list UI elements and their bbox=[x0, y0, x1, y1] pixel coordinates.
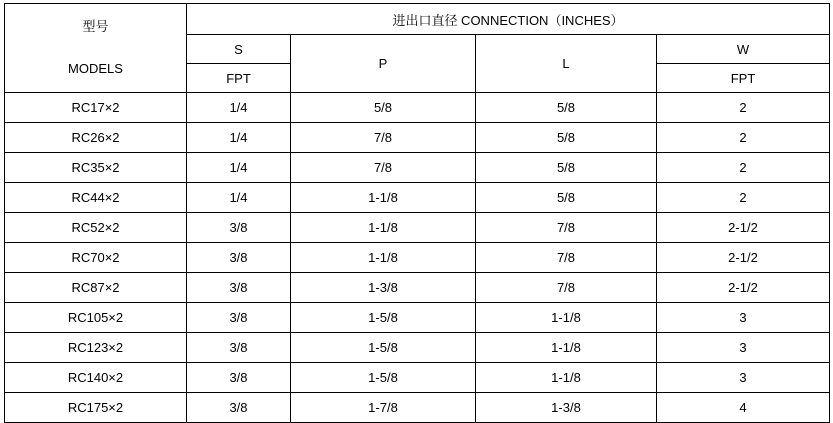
cell-model: RC105×2 bbox=[5, 303, 187, 333]
table-row bbox=[5, 213, 830, 243]
cell-w: 2-1/2 bbox=[657, 213, 830, 243]
cell-s: 3/8 bbox=[187, 243, 291, 273]
cell-l: 1-1/8 bbox=[476, 333, 657, 363]
cell-w: 2 bbox=[657, 153, 830, 183]
cell-model: RC70×2 bbox=[5, 243, 187, 273]
cell-model: RC44×2 bbox=[5, 183, 187, 213]
cell-p: 1-1/8 bbox=[291, 183, 476, 213]
cell-l: 1-1/8 bbox=[476, 303, 657, 333]
connection-spec-table bbox=[4, 3, 830, 423]
cell-l: 5/8 bbox=[476, 153, 657, 183]
cell-s: 1/4 bbox=[187, 123, 291, 153]
header-connection-group: 进出口直径 CONNECTION（INCHES） bbox=[187, 4, 830, 35]
cell-w: 3 bbox=[657, 363, 830, 393]
header-col-l: L bbox=[476, 35, 657, 93]
cell-w: 2-1/2 bbox=[657, 243, 830, 273]
cell-w: 3 bbox=[657, 333, 830, 363]
cell-w: 2-1/2 bbox=[657, 273, 830, 303]
cell-model: RC35×2 bbox=[5, 153, 187, 183]
table-header-group-row bbox=[5, 4, 830, 35]
cell-p: 1-5/8 bbox=[291, 303, 476, 333]
cell-l: 1-3/8 bbox=[476, 393, 657, 423]
cell-p: 1-7/8 bbox=[291, 393, 476, 423]
cell-s: 3/8 bbox=[187, 393, 291, 423]
table-row bbox=[5, 243, 830, 273]
cell-s: 1/4 bbox=[187, 93, 291, 123]
cell-l: 5/8 bbox=[476, 183, 657, 213]
spec-sheet bbox=[0, 3, 833, 422]
header-col-p: P bbox=[291, 35, 476, 93]
cell-model: RC123×2 bbox=[5, 333, 187, 363]
cell-s: 3/8 bbox=[187, 213, 291, 243]
cell-p: 1-1/8 bbox=[291, 243, 476, 273]
cell-s: 1/4 bbox=[187, 183, 291, 213]
cell-s: 3/8 bbox=[187, 273, 291, 303]
header-col-s: S bbox=[187, 35, 291, 64]
cell-p: 5/8 bbox=[291, 93, 476, 123]
cell-l: 7/8 bbox=[476, 213, 657, 243]
cell-l: 7/8 bbox=[476, 243, 657, 273]
cell-l: 1-1/8 bbox=[476, 363, 657, 393]
header-col-w-unit: FPT bbox=[657, 64, 830, 93]
cell-p: 1-3/8 bbox=[291, 273, 476, 303]
table-row bbox=[5, 123, 830, 153]
cell-s: 3/8 bbox=[187, 333, 291, 363]
table-row bbox=[5, 153, 830, 183]
cell-model: RC87×2 bbox=[5, 273, 187, 303]
table-row bbox=[5, 303, 830, 333]
cell-l: 5/8 bbox=[476, 93, 657, 123]
table-row bbox=[5, 273, 830, 303]
cell-w: 2 bbox=[657, 93, 830, 123]
cell-w: 4 bbox=[657, 393, 830, 423]
cell-p: 1-1/8 bbox=[291, 213, 476, 243]
cell-s: 3/8 bbox=[187, 363, 291, 393]
cell-model: RC175×2 bbox=[5, 393, 187, 423]
header-model-cell bbox=[5, 4, 187, 93]
cell-w: 2 bbox=[657, 183, 830, 213]
table-row bbox=[5, 333, 830, 363]
cell-model: RC17×2 bbox=[5, 93, 187, 123]
table-row bbox=[5, 363, 830, 393]
header-col-w: W bbox=[657, 35, 830, 64]
cell-s: 1/4 bbox=[187, 153, 291, 183]
cell-p: 1-5/8 bbox=[291, 363, 476, 393]
cell-model: RC140×2 bbox=[5, 363, 187, 393]
cell-s: 3/8 bbox=[187, 303, 291, 333]
cell-w: 3 bbox=[657, 303, 830, 333]
header-model-label-en: MODELS bbox=[68, 61, 123, 76]
table-row bbox=[5, 183, 830, 213]
table-row bbox=[5, 93, 830, 123]
header-col-s-unit: FPT bbox=[187, 64, 291, 93]
cell-l: 7/8 bbox=[476, 273, 657, 303]
cell-model: RC52×2 bbox=[5, 213, 187, 243]
table-row bbox=[5, 393, 830, 423]
cell-w: 2 bbox=[657, 123, 830, 153]
cell-p: 7/8 bbox=[291, 153, 476, 183]
cell-p: 1-5/8 bbox=[291, 333, 476, 363]
cell-model: RC26×2 bbox=[5, 123, 187, 153]
cell-l: 5/8 bbox=[476, 123, 657, 153]
header-model-label-cn: 型号 bbox=[82, 19, 109, 34]
cell-p: 7/8 bbox=[291, 123, 476, 153]
